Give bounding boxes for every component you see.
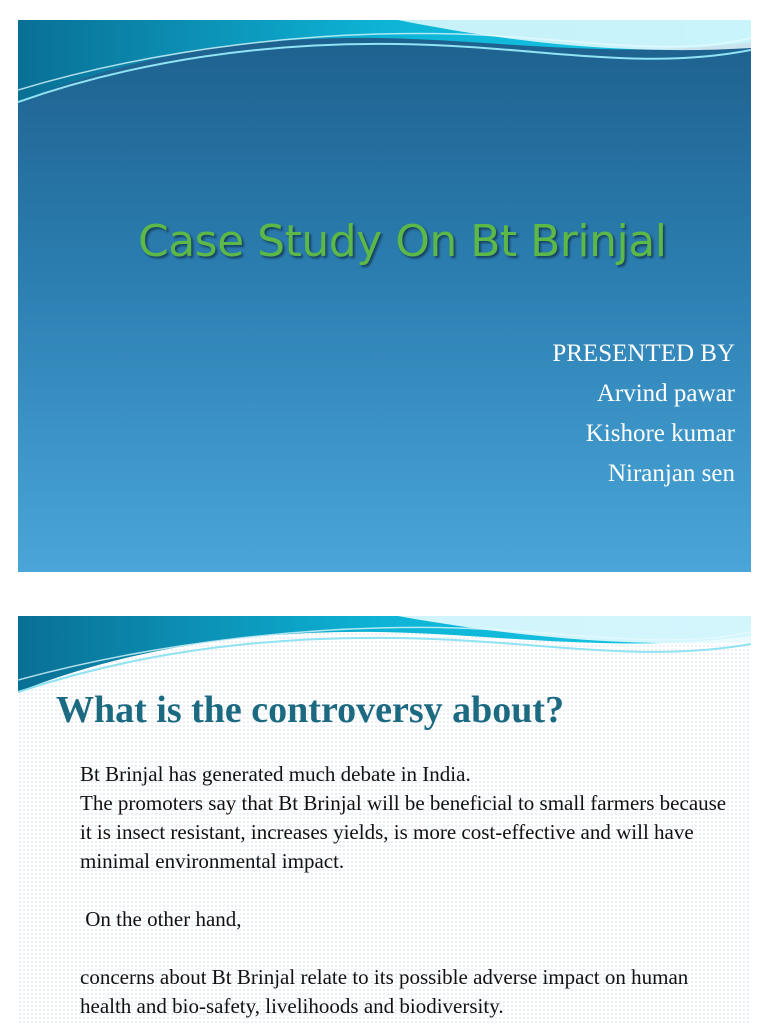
slide-title: Case Study On Bt Brinjal	[138, 216, 667, 267]
wave-banner	[18, 616, 751, 698]
presenter-name: Arvind pawar	[596, 380, 735, 407]
presenter-name: Kishore kumar	[585, 420, 735, 447]
paragraph: On the other hand,	[80, 907, 242, 931]
presented-by-label: PRESENTED BY	[552, 340, 735, 367]
slide-heading: What is the controversy about?	[56, 689, 565, 731]
slide-body	[80, 760, 740, 1021]
presenter-name: Niranjan sen	[607, 460, 735, 487]
paragraph: concerns about Bt Brinjal relate to its possible adverse impact on human health and bio-safety, livelihoods and biodiversity.	[80, 965, 689, 1018]
paragraph: Bt Brinjal has generated much debate in India.	[80, 762, 471, 786]
content-slide	[18, 616, 751, 1024]
paragraph: The promoters say that Bt Brinjal will be beneficial to small farmers because it is insect resistant, increases yields, is more cost-effective and will have minimal environmental impact.	[80, 791, 727, 873]
wave-banner	[18, 20, 751, 110]
presenters-block	[552, 334, 735, 494]
title-slide	[18, 20, 751, 572]
